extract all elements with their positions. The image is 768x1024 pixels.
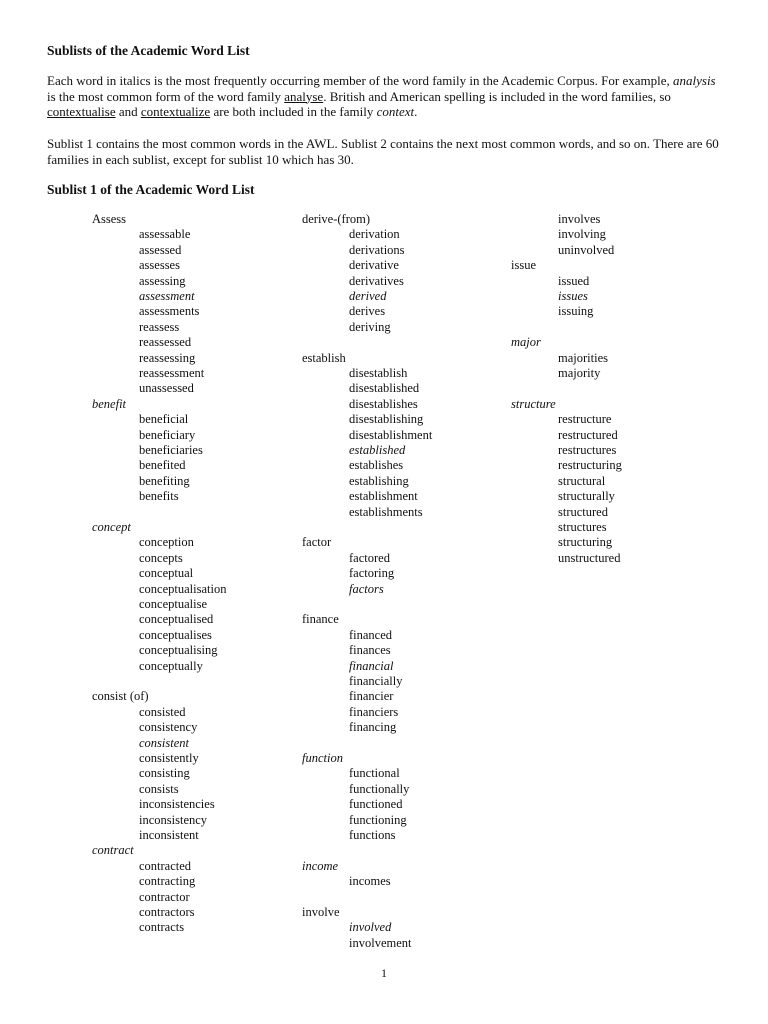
word-family-member: consistency xyxy=(139,720,198,735)
word-family-member: assessed xyxy=(139,242,182,257)
word-family-member: issuing xyxy=(558,304,594,319)
word-family-member: conceptual xyxy=(139,566,194,581)
word-family-headword: factor xyxy=(302,535,332,550)
word-family-member: assessments xyxy=(139,304,200,319)
word-family-headword: function xyxy=(302,751,343,765)
paragraph-text: is the most common form of the word family xyxy=(47,88,285,104)
word-family-member: established xyxy=(349,443,406,457)
word-family-member: deriving xyxy=(349,319,391,334)
word-family-member: conceptualises xyxy=(139,627,212,642)
underlined-term: contextualise xyxy=(47,104,116,119)
word-family-member: involvement xyxy=(349,935,412,950)
word-family-member: restructure xyxy=(558,412,612,427)
page-number: 1 xyxy=(381,966,387,980)
word-family-member: conceptualisation xyxy=(139,581,227,596)
word-family-member: involves xyxy=(558,212,601,226)
word-family-member: financial xyxy=(349,658,394,673)
word-family-member: issues xyxy=(558,289,588,303)
word-family-member: beneficial xyxy=(139,412,189,427)
word-family-member: assessable xyxy=(139,227,191,242)
word-family-member: reassessing xyxy=(139,350,196,365)
word-family-member: financiers xyxy=(349,704,399,719)
word-family-member: inconsistencies xyxy=(139,797,215,812)
word-family-member: factoring xyxy=(349,566,395,581)
word-family-member: disestablishing xyxy=(349,412,424,427)
word-family-member: majorities xyxy=(558,350,608,365)
word-family-member: structured xyxy=(558,504,608,519)
word-family-member: assessment xyxy=(139,289,195,303)
word-family-member: unassessed xyxy=(139,381,194,396)
word-family-member: functions xyxy=(349,828,396,842)
word-family-member: factors xyxy=(349,581,384,596)
word-family-member: structural xyxy=(558,473,606,488)
word-family-member: reassessment xyxy=(139,366,205,380)
word-family-member: functional xyxy=(349,766,400,781)
word-family-member: benefited xyxy=(139,458,186,473)
word-family-member: reassessed xyxy=(139,335,192,350)
word-family-member: contracting xyxy=(139,874,196,889)
word-family-member: conceptualising xyxy=(139,643,218,658)
word-family-member: inconsistency xyxy=(139,812,208,827)
word-family-headword: involve xyxy=(302,905,340,919)
word-family-member: consistently xyxy=(139,751,199,765)
word-family-member: derivatives xyxy=(349,273,404,288)
word-family-headword: benefit xyxy=(92,396,127,411)
word-family-member: derives xyxy=(349,304,386,319)
word-family-headword: structure xyxy=(511,396,556,411)
intro-paragraph-1 xyxy=(47,73,727,120)
word-family-member: unstructured xyxy=(558,550,621,565)
italic-term: context xyxy=(376,104,415,119)
paragraph-text: . British and American spelling is included in the word families, so xyxy=(323,88,671,104)
word-family-member: restructures xyxy=(558,443,617,457)
word-family-member: contracted xyxy=(139,858,192,873)
word-family-member: benefiting xyxy=(139,473,190,488)
word-family-member: contracts xyxy=(139,920,185,935)
word-family-member: structures xyxy=(558,520,607,534)
word-family-member: assesses xyxy=(139,258,180,273)
word-family-member: involved xyxy=(349,920,392,935)
word-family-member: consistent xyxy=(139,735,189,750)
paragraph-text: Each word in italics is the most frequently occurring member of the word family in the Academic Corpus. For example, xyxy=(47,73,673,88)
word-family-member: financing xyxy=(349,720,397,735)
word-family-member: functioning xyxy=(349,812,407,827)
word-family-member: structuring xyxy=(558,535,613,550)
word-family-member: uninvolved xyxy=(558,242,615,257)
word-family-member: financed xyxy=(349,627,393,642)
word-family-member: majority xyxy=(558,366,601,380)
word-family-member: disestablish xyxy=(349,366,408,380)
document-title: Sublists of the Academic Word List xyxy=(47,43,250,58)
word-family-member: beneficiaries xyxy=(139,443,203,457)
word-family-headword: Assess xyxy=(92,212,127,226)
word-family-headword: derive-(from) xyxy=(302,212,371,226)
word-family-member: disestablished xyxy=(349,381,420,396)
word-family-member: finances xyxy=(349,643,391,658)
word-family-headword: concept xyxy=(92,520,131,534)
word-family-member: financier xyxy=(349,689,394,704)
paragraph-text: . xyxy=(414,104,418,119)
word-family-member: establishes xyxy=(349,458,404,473)
word-family-member: structurally xyxy=(558,489,615,504)
word-family-headword: finance xyxy=(302,612,339,627)
word-family-member: conceptualised xyxy=(139,612,214,627)
word-family-member: inconsistent xyxy=(139,828,199,842)
word-family-member: derivation xyxy=(349,227,400,242)
word-family-member: consisted xyxy=(139,704,186,719)
word-family-headword: consist (of) xyxy=(92,689,149,704)
underlined-term: contextualize xyxy=(140,104,211,119)
word-family-headword: contract xyxy=(92,843,134,858)
word-family-member: benefits xyxy=(139,489,179,504)
word-family-member: issued xyxy=(558,273,590,288)
word-family-headword: issue xyxy=(511,258,536,273)
word-family-member: conception xyxy=(139,535,194,550)
word-family-member: establishment xyxy=(349,489,418,504)
word-family-member: contractor xyxy=(139,889,190,904)
word-family-member: derivative xyxy=(349,258,399,273)
word-family-member: factored xyxy=(349,550,390,565)
word-family-member: functioned xyxy=(349,797,403,812)
word-family-member: restructuring xyxy=(558,458,622,473)
word-family-member: derived xyxy=(349,289,387,303)
word-family-member: derivations xyxy=(349,242,405,257)
sublist-heading: Sublist 1 of the Academic Word List xyxy=(47,182,255,197)
italic-term: analysis xyxy=(673,73,716,88)
intro-paragraph-2: Sublist 1 contains the most common words in the AWL. Sublist 2 contains the next most common words, and so on. There are 60 families in each sublist, except for sublist 10 which has 30. xyxy=(47,136,719,167)
word-family-member: establishing xyxy=(349,473,409,488)
word-family-member: assessing xyxy=(139,273,186,288)
word-family-headword: income xyxy=(302,858,339,873)
paragraph-text: and xyxy=(115,104,141,119)
word-family-member: restructured xyxy=(558,427,618,442)
word-family-member: incomes xyxy=(349,874,391,889)
word-family-headword: major xyxy=(511,335,541,350)
word-family-member: conceptually xyxy=(139,658,203,673)
word-family-member: conceptualise xyxy=(139,597,208,611)
word-family-member: involving xyxy=(558,227,606,242)
paragraph-text: are both included in the family xyxy=(210,104,377,119)
word-family-member: establishments xyxy=(349,504,423,519)
word-family-member: functionally xyxy=(349,781,410,796)
word-family-member: financially xyxy=(349,674,403,688)
word-family-member: disestablishes xyxy=(349,396,418,411)
word-family-member: reassess xyxy=(139,319,180,334)
word-family-member: disestablishment xyxy=(349,427,433,442)
word-family-headword: establish xyxy=(302,350,346,365)
word-family-member: concepts xyxy=(139,550,183,565)
word-family-member: consists xyxy=(139,781,179,796)
word-family-member: consisting xyxy=(139,766,190,781)
word-family-member: contractors xyxy=(139,905,195,919)
underlined-term: analyse xyxy=(284,88,324,104)
word-family-member: beneficiary xyxy=(139,427,196,442)
